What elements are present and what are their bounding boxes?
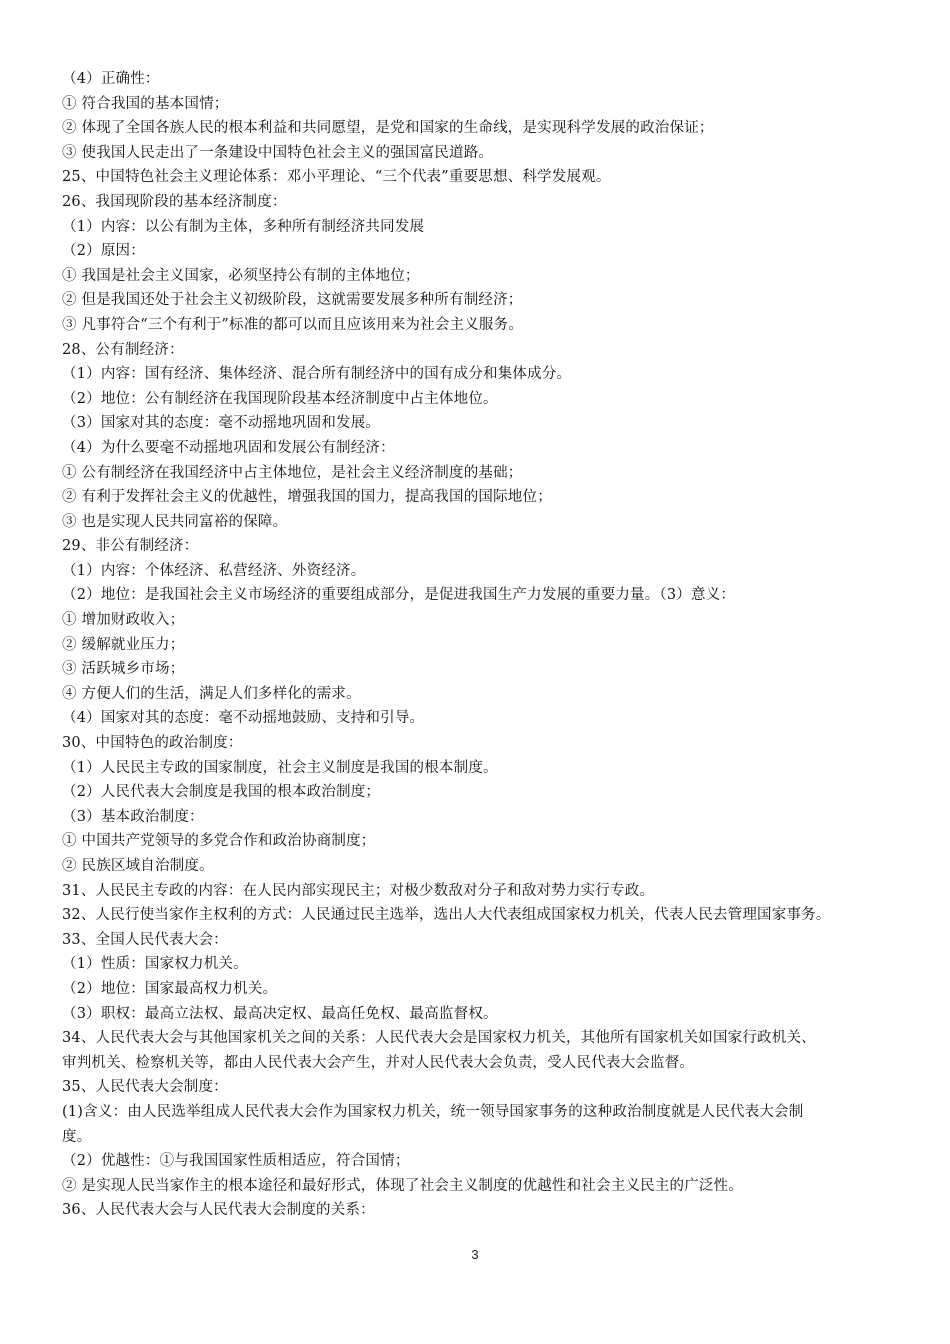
text-line: 审判机关、检察机关等，都由人民代表大会产生，并对人民代表大会负责，受人民代表大会监督。 xyxy=(62,1054,695,1071)
text-line: (1)含义：由人民选举组成人民代表大会作为国家权力机关，统一领导国家事务的这种政治制度就是人民代表大会制 xyxy=(62,1103,804,1120)
text-line: 36、人民代表大会与人民代表大会制度的关系： xyxy=(62,1202,375,1219)
document-body xyxy=(62,67,912,1223)
text-line: （1）人民民主专政的国家制度，社会主义制度是我国的根本制度。 xyxy=(62,759,498,776)
text-line: ② 民族区域自治制度。 xyxy=(62,858,214,874)
text-line: 28、公有制经济： xyxy=(62,341,184,358)
text-line: ① 公有制经济在我国经济中占主体地位，是社会主义经济制度的基础； xyxy=(62,464,523,481)
text-line: 33、全国人民代表大会： xyxy=(62,931,228,948)
text-line: 度。 xyxy=(62,1128,92,1145)
text-line: （1）内容：国有经济、集体经济、混合所有制经济中的国有成分和集体成分。 xyxy=(62,366,572,383)
text-line: ① 中国共产党领导的多党合作和政治协商制度； xyxy=(62,833,376,850)
text-line: 29、非公有制经济： xyxy=(62,538,199,555)
text-line: ② 但是我国还处于社会主义初级阶段，这就需要发展多种所有制经济； xyxy=(62,292,523,309)
text-line: 30、中国特色的政治制度： xyxy=(62,735,243,752)
text-line: ② 体现了全国各族人民的根本利益和共同愿望，是党和国家的生命线，是实现科学发展的政治保证； xyxy=(62,120,714,137)
text-line: 31、人民民主专政的内容：在人民内部实现民主；对极少数敌对分子和敌对势力实行专政。 xyxy=(62,882,655,899)
text-line: （2）优越性：①与我国国家性质相适应，符合国情； xyxy=(62,1153,410,1170)
text-line: ④ 方便人们的生活，满足人们多样化的需求。 xyxy=(62,685,361,702)
text-line: 32、人民行使当家作主权利的方式：人民通过民主选举，选出人大代表组成国家权力机关，代表人民去管理国家事务。 xyxy=(62,907,831,924)
text-line: ② 缓解就业压力； xyxy=(62,636,185,653)
text-line: （2）原因： xyxy=(62,243,145,260)
text-line: ③ 也是实现人民共同富裕的保障。 xyxy=(62,513,288,530)
text-line: 26、我国现阶段的基本经济制度： xyxy=(62,193,287,210)
text-line: ③ 凡事符合“三个有利于”标准的都可以而且应该用来为社会主义服务。 xyxy=(62,316,524,333)
text-line: ① 我国是社会主义国家，必须坚持公有制的主体地位； xyxy=(62,267,420,284)
text-line: （2）地位：国家最高权力机关。 xyxy=(62,980,278,997)
text-line: （1）性质：国家权力机关。 xyxy=(62,956,248,973)
text-line: ③ 活跃城乡市场； xyxy=(62,661,185,678)
text-line: 25、中国特色社会主义理论体系：邓小平理论、“三个代表”重要思想、科学发展观。 xyxy=(62,169,611,186)
text-line: ② 有利于发挥社会主义的优越性，增强我国的国力，提高我国的国际地位； xyxy=(62,489,552,506)
text-line: （3）职权：最高立法权、最高决定权、最高任免权、最高监督权。 xyxy=(62,1005,498,1022)
text-line: （2）人民代表大会制度是我国的根本政治制度； xyxy=(62,784,381,801)
text-line: ② 是实现人民当家作主的根本途径和最好形式，体现了社会主义制度的优越性和社会主义民主的广泛性。 xyxy=(62,1177,744,1194)
text-line: 34、人民代表大会与其他国家机关之间的关系：人民代表大会是国家权力机关，其他所有国家机关如国家行政机关、 xyxy=(62,1030,816,1047)
text-line: ① 增加财政收入； xyxy=(62,612,185,629)
text-line: （1）内容：个体经济、私营经济、外资经济。 xyxy=(62,562,366,579)
text-line: 35、人民代表大会制度： xyxy=(62,1079,228,1096)
text-line: ① 符合我国的基本国情； xyxy=(62,95,229,112)
text-line: （3）国家对其的态度：毫不动摇地巩固和发展。 xyxy=(62,415,381,432)
text-line: （4）国家对其的态度：毫不动摇地鼓励、支持和引导。 xyxy=(62,710,425,727)
text-line: （4）正确性： xyxy=(62,71,160,87)
page-number: 3 xyxy=(471,1247,479,1262)
text-line: ③ 使我国人民走出了一条建设中国特色社会主义的强国富民道路。 xyxy=(62,144,494,161)
text-line: （2）地位：公有制经济在我国现阶段基本经济制度中占主体地位。 xyxy=(62,390,498,407)
text-line: （4）为什么要毫不动摇地巩固和发展公有制经济： xyxy=(62,439,395,456)
text-line: （2）地位：是我国社会主义市场经济的重要组成部分，是促进我国生产力发展的重要力量。（3）意义： xyxy=(62,587,736,604)
text-line: （1）内容：以公有制为主体，多种所有制经济共同发展 xyxy=(62,218,425,235)
text-line: （3）基本政治制度： xyxy=(62,808,204,825)
